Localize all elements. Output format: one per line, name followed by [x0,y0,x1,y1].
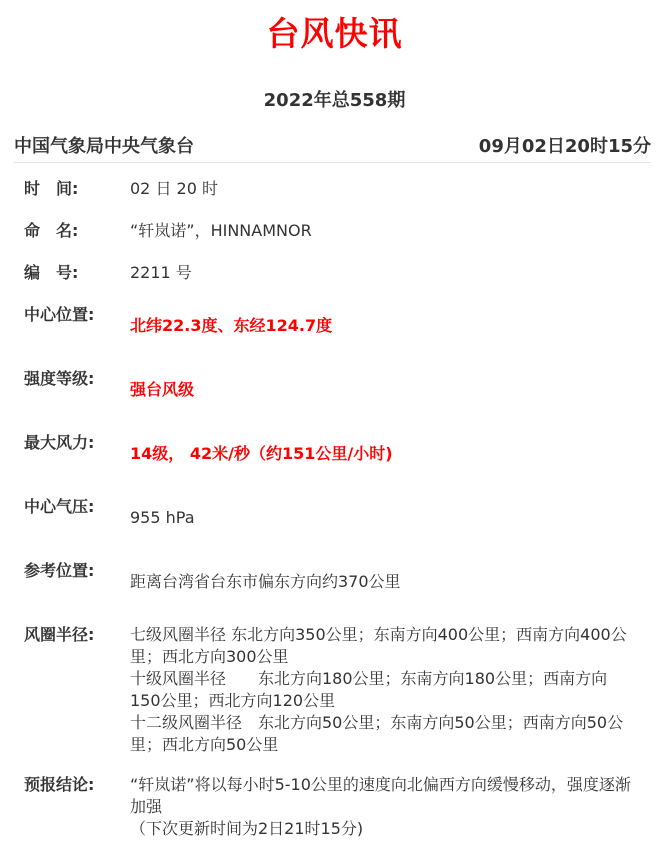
field-value-name: “轩岚诺”，HINNAMNOR [130,221,312,240]
page-title: 台风快讯 [266,14,403,53]
field-row-time [24,178,636,220]
field-row-max-wind [24,432,636,496]
field-row-intensity [24,368,636,432]
field-row-wind-radius [24,624,636,774]
field-value-max-wind: 14级， 42米/秒（约151公里/小时) [130,444,393,463]
field-value-pressure: 955 hPa [130,508,195,527]
field-row-number [24,262,636,304]
field-label-pressure: 中心气压: [24,497,95,516]
issue-number: 2022年总558期 [263,90,406,111]
issuing-organization: 中国气象局中央气象台 [14,136,194,157]
field-row-center-position [24,304,636,368]
field-label-wind-radius: 风圈半径: [24,625,95,644]
field-value-wind-radius: 七级风圈半径 东北方向350公里；东南方向400公里；西南方向400公里；西北方向300公里 十级风圈半径 东北方向180公里；东南方向180公里；西南方向150公里；西北方向120公里 十二级风圈半径 东北方向50公里；东南方向50公里；西南方向50公里；西北方向50公里 [130,625,627,754]
field-row-name [24,220,636,262]
field-row-forecast [24,774,636,840]
field-value-number: 2211 号 [130,263,192,282]
field-value-intensity: 强台风级 [130,380,195,399]
field-label-time: 时 间: [24,179,79,198]
field-row-reference-position [24,560,636,624]
field-label-center-position: 中心位置: [24,305,95,324]
typhoon-fields [24,178,636,840]
field-label-forecast: 预报结论: [24,775,95,794]
field-label-number: 编 号: [24,263,79,282]
field-row-pressure [24,496,636,560]
field-label-name: 命 名: [24,221,79,240]
field-value-time: 02 日 20 时 [130,179,218,198]
field-value-center-position: 北纬22.3度、东经124.7度 [130,316,333,335]
field-value-forecast: “轩岚诺”将以每小时5-10公里的速度向北偏西方向缓慢移动，强度逐渐加强 （下次更新时间为2日21时15分) [130,775,631,838]
issue-time: 09月02日20时15分 [478,136,651,157]
field-label-intensity: 强度等级: [24,369,95,388]
bulletin-header [14,130,651,163]
field-label-reference-position: 参考位置: [24,561,95,580]
field-label-max-wind: 最大风力: [24,433,95,452]
field-value-reference-position: 距离台湾省台东市偏东方向约370公里 [130,572,401,591]
